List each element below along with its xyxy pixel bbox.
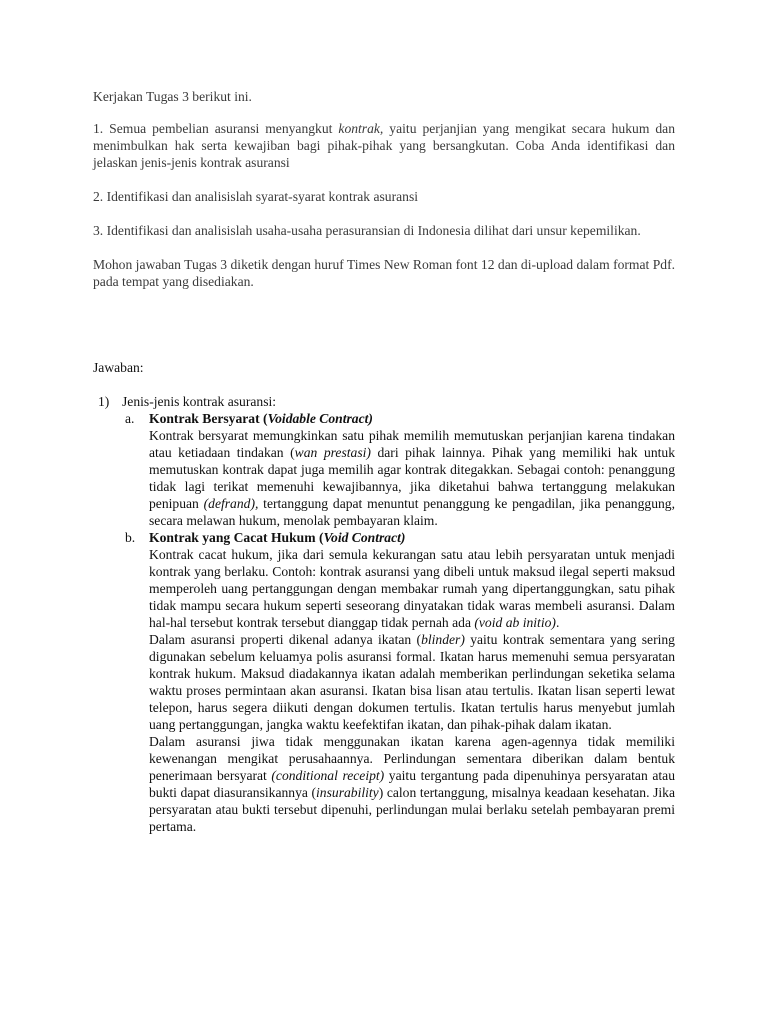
sub-item-a-title <box>149 410 675 427</box>
sub-item-b-p1-em: (void ab initio) <box>474 615 556 630</box>
sub-item-b-letter: b. <box>125 530 136 545</box>
sub-item-b-paragraph-3 <box>149 733 675 835</box>
sub-item-a <box>122 410 675 529</box>
sub-item-a-text-a: Kontrak bersyarat memungkinkan satu pihak memilih memutuskan perjanjian karena tindakan atau ketiadaan tindakan ( <box>149 428 675 460</box>
answer-item-1-number: 1) <box>98 394 110 409</box>
sub-item-b-p1-text-b: . <box>555 615 560 630</box>
task-intro: Kerjakan Tugas 3 berikut ini. <box>93 89 252 104</box>
sub-item-b <box>122 529 675 835</box>
sub-item-a-text-b: dari pihak lainnya. Pihak yang memiliki hak untuk memutuskan kontrak dapat juga memilih agar kontrak ditegakkan. Sebagai contoh: penanggung tidak lagi terikat memenuhi kewajibannya, jika diketahui bahwa tertanggung melakukan penipuan <box>149 445 676 511</box>
question-1-text-b: yaitu perjanjian yang mengikat secara hukum dan menimbulkan hak serta kewajiban bagi pihak-pihak yang bersangkutan. Coba Anda identifikasi dan jelaskan jenis-jenis kontrak asuransi <box>93 121 675 170</box>
sub-item-a-paragraph <box>149 427 675 529</box>
sub-item-b-p3-text-c: ) calon tertanggung, misalnya keadaan kesehatan. Jika persyaratan atau bukti tersebut dipenuhi, perlindungan mulai berlaku setelah pembayaran premi pertama. <box>149 785 675 834</box>
sub-item-b-p3-em-2: insurability <box>316 785 379 800</box>
answers-section <box>93 359 675 835</box>
sub-item-a-em-1: wan prestasi) <box>294 445 371 460</box>
answer-item-1-title: Jenis-jenis kontrak asuransi: <box>122 394 277 409</box>
question-1 <box>93 120 675 171</box>
question-3: 3. Identifikasi dan analisislah usaha-usaha perasuransian di Indonesia dilihat dari unsur kepemilikan. <box>93 223 641 238</box>
sub-item-b-title <box>149 529 675 546</box>
sub-item-a-letter: a. <box>125 411 135 426</box>
sub-item-a-title-emphasis: Voidable Contract) <box>267 411 373 426</box>
question-1-text-a: 1. Semua pembelian asuransi menyangkut <box>93 121 339 136</box>
question-1-emphasis: kontrak, <box>338 121 384 136</box>
sub-item-b-title-text: Kontrak yang Cacat Hukum ( <box>149 530 324 545</box>
question-2: 2. Identifikasi dan analisislah syarat-syarat kontrak asuransi <box>93 189 419 204</box>
sub-item-b-p2-text-b: yaitu kontrak sementara yang sering digunakan sebelum keluamya polis asuransi formal. Ikatan harus memenuhi semua persyaratan kontrak hukum. Maksud diadakannya ikatan adalah memberikan perlindungan seketika selama waktu proses permintaan akan asuransi. Ikatan bisa lisan atau tertulis. Ikatan lisan seperti lewat telepon, harus segera diikuti dengan dokumen tertulis. Ikatan tertulis harus menyebut jumlah uang pertanggungan, jangka waktu keefektifan ikatan, dan pihak-pihak dalam ikatan. <box>149 632 675 732</box>
sub-item-b-paragraph-2 <box>149 631 675 733</box>
answer-item-1 <box>93 393 675 835</box>
sub-item-b-p2-em: blinder) <box>421 632 465 647</box>
sub-item-a-em-2: (defrand), <box>203 496 259 511</box>
answers-heading: Jawaban: <box>93 360 144 375</box>
sub-item-b-p3-text-a: Dalam asuransi jiwa tidak menggunakan ikatan karena agen-agennya tidak memiliki kewenangan mengikat perusahaannya. Perlindungan sementara diberikan dalam bentuk penerimaan bersyarat <box>149 734 675 783</box>
sub-item-b-p3-em-1: (conditional receipt) <box>271 768 385 783</box>
sub-item-a-text-c: tertanggung dapat menuntut penanggung ke pengadilan, jika penanggung, secara melawan hukum, menolak pembayaran klaim. <box>149 496 675 528</box>
task-instructions <box>93 88 675 307</box>
sub-item-b-paragraph-1 <box>149 546 675 631</box>
sub-item-a-title-text: Kontrak Bersyarat ( <box>149 411 268 426</box>
sub-item-b-p3-text-b: yaitu tergantung pada dipenuhinya persyaratan atau bukti dapat diasuransikannya ( <box>149 768 675 800</box>
submission-note: Mohon jawaban Tugas 3 diketik dengan huruf Times New Roman font 12 dan di-upload dalam format Pdf. pada tempat yang disediakan. <box>93 257 675 289</box>
sub-item-b-p1-text-a: Kontrak cacat hukum, jika dari semula kekurangan satu atau lebih persyaratan untuk menjadi kontrak yang berlaku. Contoh: kontrak asuransi yang dibeli untuk maksud ilegal seperti maksud memperoleh uang pertanggungan dengan membakar rumah yang dipertanggungkan, satu pihak tidak mampu secara hukum seperti seseorang dinyatakan tidak waras membeli asuransi. Dalam hal-hal tersebut kontrak tersebut dianggap tidak pernah ada <box>149 547 675 630</box>
sub-item-b-p2-text-a: Dalam asuransi properti dikenal adanya ikatan ( <box>149 632 422 647</box>
sub-item-b-title-emphasis: Void Contract) <box>323 530 406 545</box>
